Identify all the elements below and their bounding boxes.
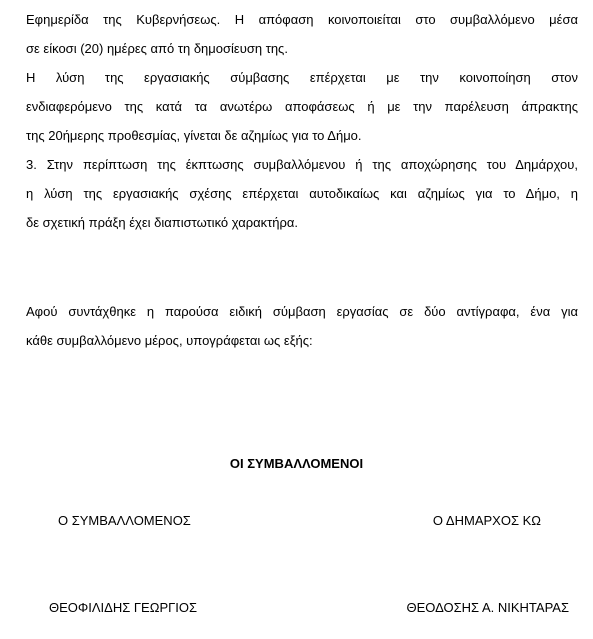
body-line-8: δε σχετική πράξη έχει διαπιστωτικό χαρακτήρα. [26, 215, 299, 230]
body-line-3: Η λύση της εργασιακής σύμβασης επέρχεται με την κοινοποίηση στον [26, 70, 578, 85]
body-line-1: Εφημερίδα της Κυβερνήσεως. Η απόφαση κοινοποιείται στο συμβαλλόμενο μέσα [26, 12, 578, 27]
body-line-4: ενδιαφερόμενο της κατά τα ανωτέρω αποφάσεως ή με την παρέλευση άπρακτης [26, 99, 578, 114]
signatories-heading: ΟΙ ΣΥΜΒΑΛΛΟΜΕΝΟΙ [229, 456, 364, 471]
body-line-5: της 20ήμερης προθεσμίας, γίνεται δε αζημίως για το Δήμο. [26, 128, 362, 143]
body-line-6: 3. Στην περίπτωση της έκπτωσης συμβαλλόμενου ή της αποχώρησης του Δημάρχου, [26, 157, 578, 172]
signature-names-row [0, 600, 593, 618]
contractor-name: ΘΕΟΦΙΛΙΔΗΣ ΓΕΩΡΓΙΟΣ [49, 600, 198, 615]
closing-line-1: Αφού συντάχθηκε η παρούσα ειδική σύμβαση εργασίας σε δύο αντίγραφα, ένα για [26, 304, 578, 319]
contractor-role-label: Ο ΣΥΜΒΑΛΛΟΜΕΝΟΣ [58, 513, 191, 528]
mayor-name: ΘΕΟΔΟΣΗΣ Α. ΝΙΚΗΤΑΡΑΣ [406, 600, 569, 615]
closing-line-2: κάθε συμβαλλόμενο μέρος, υπογράφεται ως εξής: [26, 333, 313, 348]
signature-roles-row [0, 513, 593, 531]
document-body [26, 12, 578, 244]
body-line-2: σε είκοσι (20) ημέρες από τη δημοσίευση της. [26, 41, 288, 56]
body-line-7: η λύση της εργασιακής σχέσης επέρχεται αυτοδικαίως και αζημίως για το Δήμο, η [26, 186, 578, 201]
mayor-role-label: Ο ΔΗΜΑΡΧΟΣ ΚΩ [432, 513, 541, 528]
closing-paragraph [26, 304, 578, 362]
